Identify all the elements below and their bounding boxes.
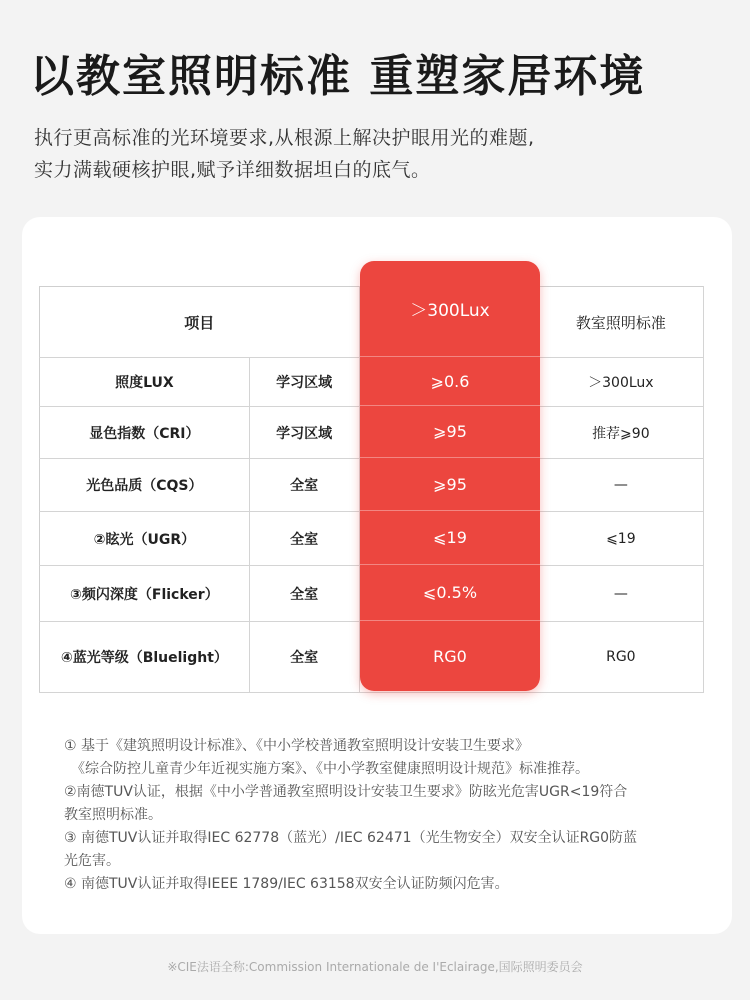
- row-area: 学习区域: [249, 407, 359, 459]
- page-title: 以教室照明标准 重塑家居环境: [30, 51, 646, 102]
- footnote-line: ① 基于《建筑照明设计标准》、《中小学校普通教室照明设计安装卫生要求》: [64, 738, 529, 754]
- row-name: ②眩光（UGR）: [40, 512, 250, 566]
- highlight-header: ＞300Lux: [360, 261, 540, 357]
- subtitle: [34, 122, 724, 186]
- footnotes: [64, 735, 704, 896]
- footnote-line: ④ 南德TUV认证并取得IEEE 1789/IEC 63158双安全认证防频闪危害。: [64, 876, 509, 892]
- row-area: 全室: [249, 622, 359, 693]
- footnote-line: ③ 南德TUV认证并取得IEC 62778（蓝光）/IEC 62471（光生物安全）双安全认证RG0防蓝: [64, 830, 638, 846]
- footer-note: ※CIE法语全称:Commission Internationale de I'Eclairage,国际照明委员会: [167, 960, 583, 974]
- row-name: 光色品质（CQS）: [40, 459, 250, 512]
- row-standard: 推荐⩾90: [539, 407, 704, 459]
- row-name: ④蓝光等级（Bluelight）: [40, 622, 250, 693]
- row-area: 学习区域: [249, 358, 359, 407]
- highlight-value: ⩽0.5%: [360, 565, 540, 621]
- footnote-line: 《综合防控儿童青少年近视实施方案》、《中小学教室健康照明设计规范》标准推荐。: [64, 761, 589, 777]
- header-item: 项目: [40, 287, 360, 358]
- subtitle-line: 实力满载硬核护眼,赋予详细数据坦白的底气。: [34, 159, 431, 181]
- footnote-line: 光危害。: [64, 853, 120, 869]
- row-area: 全室: [249, 459, 359, 512]
- row-standard: —: [539, 566, 704, 622]
- footnote-line: ②南德TUV认证，根据《中小学普通教室照明设计安装卫生要求》防眩光危害UGR<19符合: [64, 784, 628, 800]
- row-name: 显色指数（CRI）: [40, 407, 250, 459]
- row-standard: —: [539, 459, 704, 512]
- row-name: ③频闪深度（Flicker）: [40, 566, 250, 622]
- highlight-value: ⩽19: [360, 511, 540, 565]
- highlight-column: [360, 261, 540, 691]
- row-area: 全室: [249, 566, 359, 622]
- highlight-value: ⩾95: [360, 406, 540, 458]
- subtitle-line: 执行更高标准的光环境要求,从根源上解决护眼用光的难题,: [34, 127, 535, 149]
- highlight-value: ⩾95: [360, 458, 540, 511]
- header-standard: 教室照明标准: [539, 287, 704, 358]
- highlight-value: RG0: [433, 646, 467, 666]
- row-standard: RG0: [539, 622, 704, 693]
- row-name: 照度LUX: [40, 358, 250, 407]
- row-standard: ⩽19: [539, 512, 704, 566]
- comparison-card: [22, 217, 732, 934]
- footnote-line: 教室照明标准。: [64, 807, 162, 823]
- highlight-value: ⩾0.6: [360, 357, 540, 406]
- row-area: 全室: [249, 512, 359, 566]
- row-standard: ＞300Lux: [539, 358, 704, 407]
